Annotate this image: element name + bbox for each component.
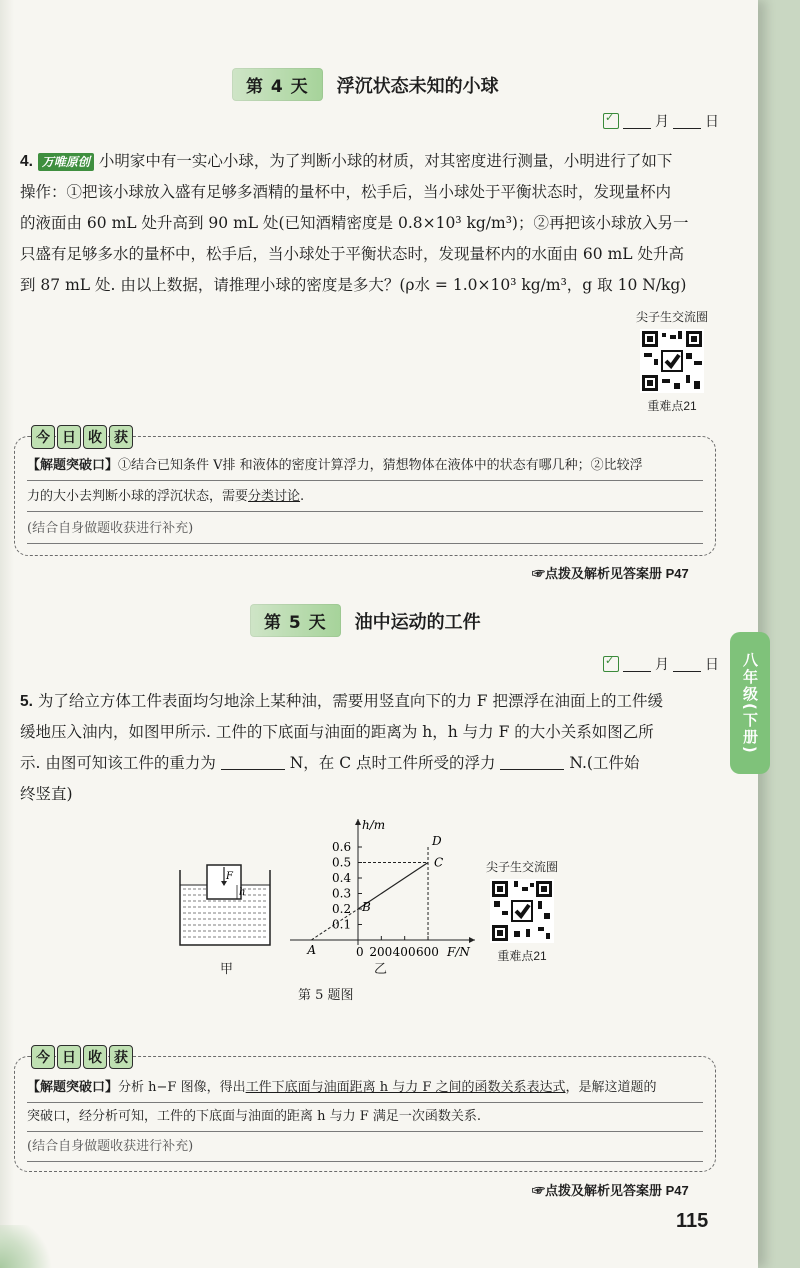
problem5-line: [20, 748, 720, 779]
problem5-text: 终竖直): [20, 785, 73, 803]
harvest-title: [31, 425, 133, 449]
month-label: 月: [655, 657, 669, 673]
page-number: 115: [676, 1210, 709, 1232]
y-tick-label: 0.5: [332, 855, 352, 870]
h-label: h: [239, 887, 246, 898]
harvest-text: .: [300, 489, 305, 504]
answer-ref-1: ☞点拨及解析见答案册 P47: [532, 566, 689, 581]
harvest-underlined-text: 分类讨论: [248, 489, 301, 504]
answer-ref-2: ☞点拨及解析见答案册 P47: [532, 1183, 689, 1198]
harvest-title-char: 获: [109, 425, 133, 449]
day4-date: [603, 111, 719, 131]
harvest1-line3[interactable]: [27, 515, 703, 544]
harvest-title-char: 收: [83, 1045, 107, 1069]
day-label: 日: [705, 657, 719, 673]
day5-date: [603, 654, 719, 674]
harvest-title-char: 获: [109, 1045, 133, 1069]
calendar-icon: [603, 656, 619, 672]
harvest-title-char: 今: [31, 425, 55, 449]
point-label-c: C: [434, 855, 444, 870]
x-tick-label: 200: [369, 945, 393, 959]
figure-yi-chart: [290, 815, 480, 965]
day4-badge: 第 4 天: [232, 68, 323, 101]
day5-title: 油中运动的工件: [354, 611, 481, 633]
harvest-title-char: 今: [31, 1045, 55, 1069]
y-axis-arrow: [355, 819, 361, 825]
origin-label: 0: [356, 945, 364, 959]
harvest-label: 【解题突破口】: [27, 1079, 119, 1094]
harvest-label: 【解题突破口】: [27, 457, 119, 472]
problem-number: 5.: [20, 693, 33, 710]
harvest-box-1: [14, 430, 716, 556]
month-blank[interactable]: [623, 657, 651, 672]
grade-side-tab[interactable]: 八年级(下册): [730, 632, 770, 774]
brand-tag: 万唯原创: [38, 153, 94, 171]
harvest2-line1: [27, 1073, 703, 1103]
harvest-underlined-text: 工件下底面与油面距离 h 与力 F 之间的函数关系表达式: [245, 1080, 566, 1095]
figure-label-yi: 乙: [374, 962, 388, 977]
qr-code-icon[interactable]: [640, 329, 704, 393]
day5-banner: [250, 604, 481, 637]
answer-blank-buoyancy[interactable]: [500, 753, 564, 770]
problem-number: 4.: [20, 153, 33, 170]
problem4-text: 小明家中有一实心小球，为了判断小球的材质，对其密度进行测量，小明进行了如下: [98, 152, 673, 170]
harvest-text: 分析 h−F 图像，得出: [118, 1080, 246, 1095]
point-label-b: B: [362, 900, 371, 914]
point-label-a: A: [307, 943, 316, 957]
problem5-text: N，在 C 点时工件所受的浮力: [289, 754, 496, 772]
month-label: 月: [655, 114, 669, 130]
figure-label-jia: 甲: [220, 962, 234, 977]
harvest-text: 突破口，经分析可知，工件的下底面与油面的距离 h 与力 F 满足一次函数关系.: [27, 1109, 482, 1124]
qr-top-label: 尖子生交流圈: [486, 860, 559, 874]
figure-caption: 第 5 题图: [298, 988, 354, 1003]
day4-banner: [232, 68, 499, 101]
harvest2-line3[interactable]: [27, 1133, 703, 1162]
qr-block-1[interactable]: [636, 308, 708, 414]
problem5-text: N.(工件始: [569, 754, 640, 772]
y-axis-label: h/m: [362, 818, 386, 832]
qr-bottom-label: 重难点21: [647, 399, 697, 413]
harvest-hint: (结合自身做题收获进行补充): [27, 521, 194, 536]
harvest-title: [31, 1045, 133, 1069]
harvest1-line1: [27, 451, 703, 481]
y-tick-label: 0.2: [332, 902, 352, 916]
y-tick-label: 0.6: [332, 840, 352, 854]
day4-title: 浮沉状态未知的小球: [336, 75, 499, 97]
problem5-line: [20, 686, 720, 717]
x-axis-arrow: [469, 937, 475, 943]
harvest-hint: (结合自身做题收获进行补充): [27, 1139, 194, 1154]
qr-code-icon[interactable]: [490, 879, 554, 943]
x-axis-label: F/N: [447, 945, 470, 959]
y-tick-label: 0.4: [332, 871, 352, 885]
x-tick-label: 400: [392, 945, 416, 959]
problem5: [20, 686, 720, 810]
harvest-box-2: [14, 1050, 716, 1172]
harvest-text: 力的大小去判断小球的浮沉状态，需要: [27, 489, 249, 504]
problem5-text: 为了给立方体工件表面均匀地涂上某种油，需要用竖直向下的力 F 把漂浮在油面上的工件缓: [37, 692, 663, 710]
qr-block-2[interactable]: [486, 858, 558, 964]
problem4: [20, 146, 720, 301]
harvest-title-char: 日: [57, 1045, 81, 1069]
problem4-text: 到 87 mL 处. 由以上数据，请推理小球的密度是多大？(ρ水 = 1.0×10³ kg/m³，g 取 10 N/kg): [20, 276, 687, 294]
problem4-text: 的液面由 60 mL 处升高到 90 mL 处(已知酒精密度是 0.8×10³ kg/m³)；②再把该小球放入另一: [20, 214, 689, 232]
problem4-text: 只盛有足够多水的量杯中，松手后，当小球处于平衡状态时，发现量杯内的水面由 60 mL 处升高: [20, 245, 684, 263]
harvest2-line2: [27, 1103, 703, 1132]
harvest1-line2: [27, 483, 703, 512]
qr-top-label: 尖子生交流圈: [636, 310, 709, 324]
x-tick-label: 600: [416, 945, 439, 959]
figure-jia: [175, 855, 285, 950]
harvest-text: ，是解这道题的: [565, 1080, 657, 1095]
y-tick-label: 0.1: [332, 917, 352, 932]
problem5-text: 缓地压入油内，如图甲所示. 工件的下底面与油面的距离为 h，h 与力 F 的大小关系如图乙所: [20, 723, 654, 741]
harvest-title-char: 收: [83, 425, 107, 449]
page-edge: [0, 0, 14, 1268]
answer-blank-weight[interactable]: [221, 753, 285, 770]
calendar-icon: [603, 113, 619, 129]
problem4-text: 操作：①把该小球放入盛有足够多酒精的量杯中，松手后，当小球处于平衡状态时，发现量杯内: [20, 183, 672, 201]
harvest-text: ①结合已知条件 V排 和液体的密度计算浮力，猜想物体在液体中的状态有哪几种；②比较浮: [118, 458, 643, 473]
force-label: F: [226, 871, 233, 882]
point-label-d: D: [432, 834, 442, 848]
day-blank[interactable]: [673, 657, 701, 672]
qr-bottom-label: 重难点21: [497, 949, 547, 963]
problem4-line: [20, 146, 720, 177]
month-blank[interactable]: [623, 114, 651, 129]
y-tick-label: 0.3: [332, 886, 352, 901]
day-blank[interactable]: [673, 114, 701, 129]
harvest-title-char: 日: [57, 425, 81, 449]
day-label: 日: [705, 114, 719, 130]
problem5-text: 示. 由图可知该工件的重力为: [20, 754, 216, 772]
day5-badge: 第 5 天: [250, 604, 341, 637]
container-diagram: [180, 865, 270, 945]
corner-shadow: [0, 1225, 60, 1268]
